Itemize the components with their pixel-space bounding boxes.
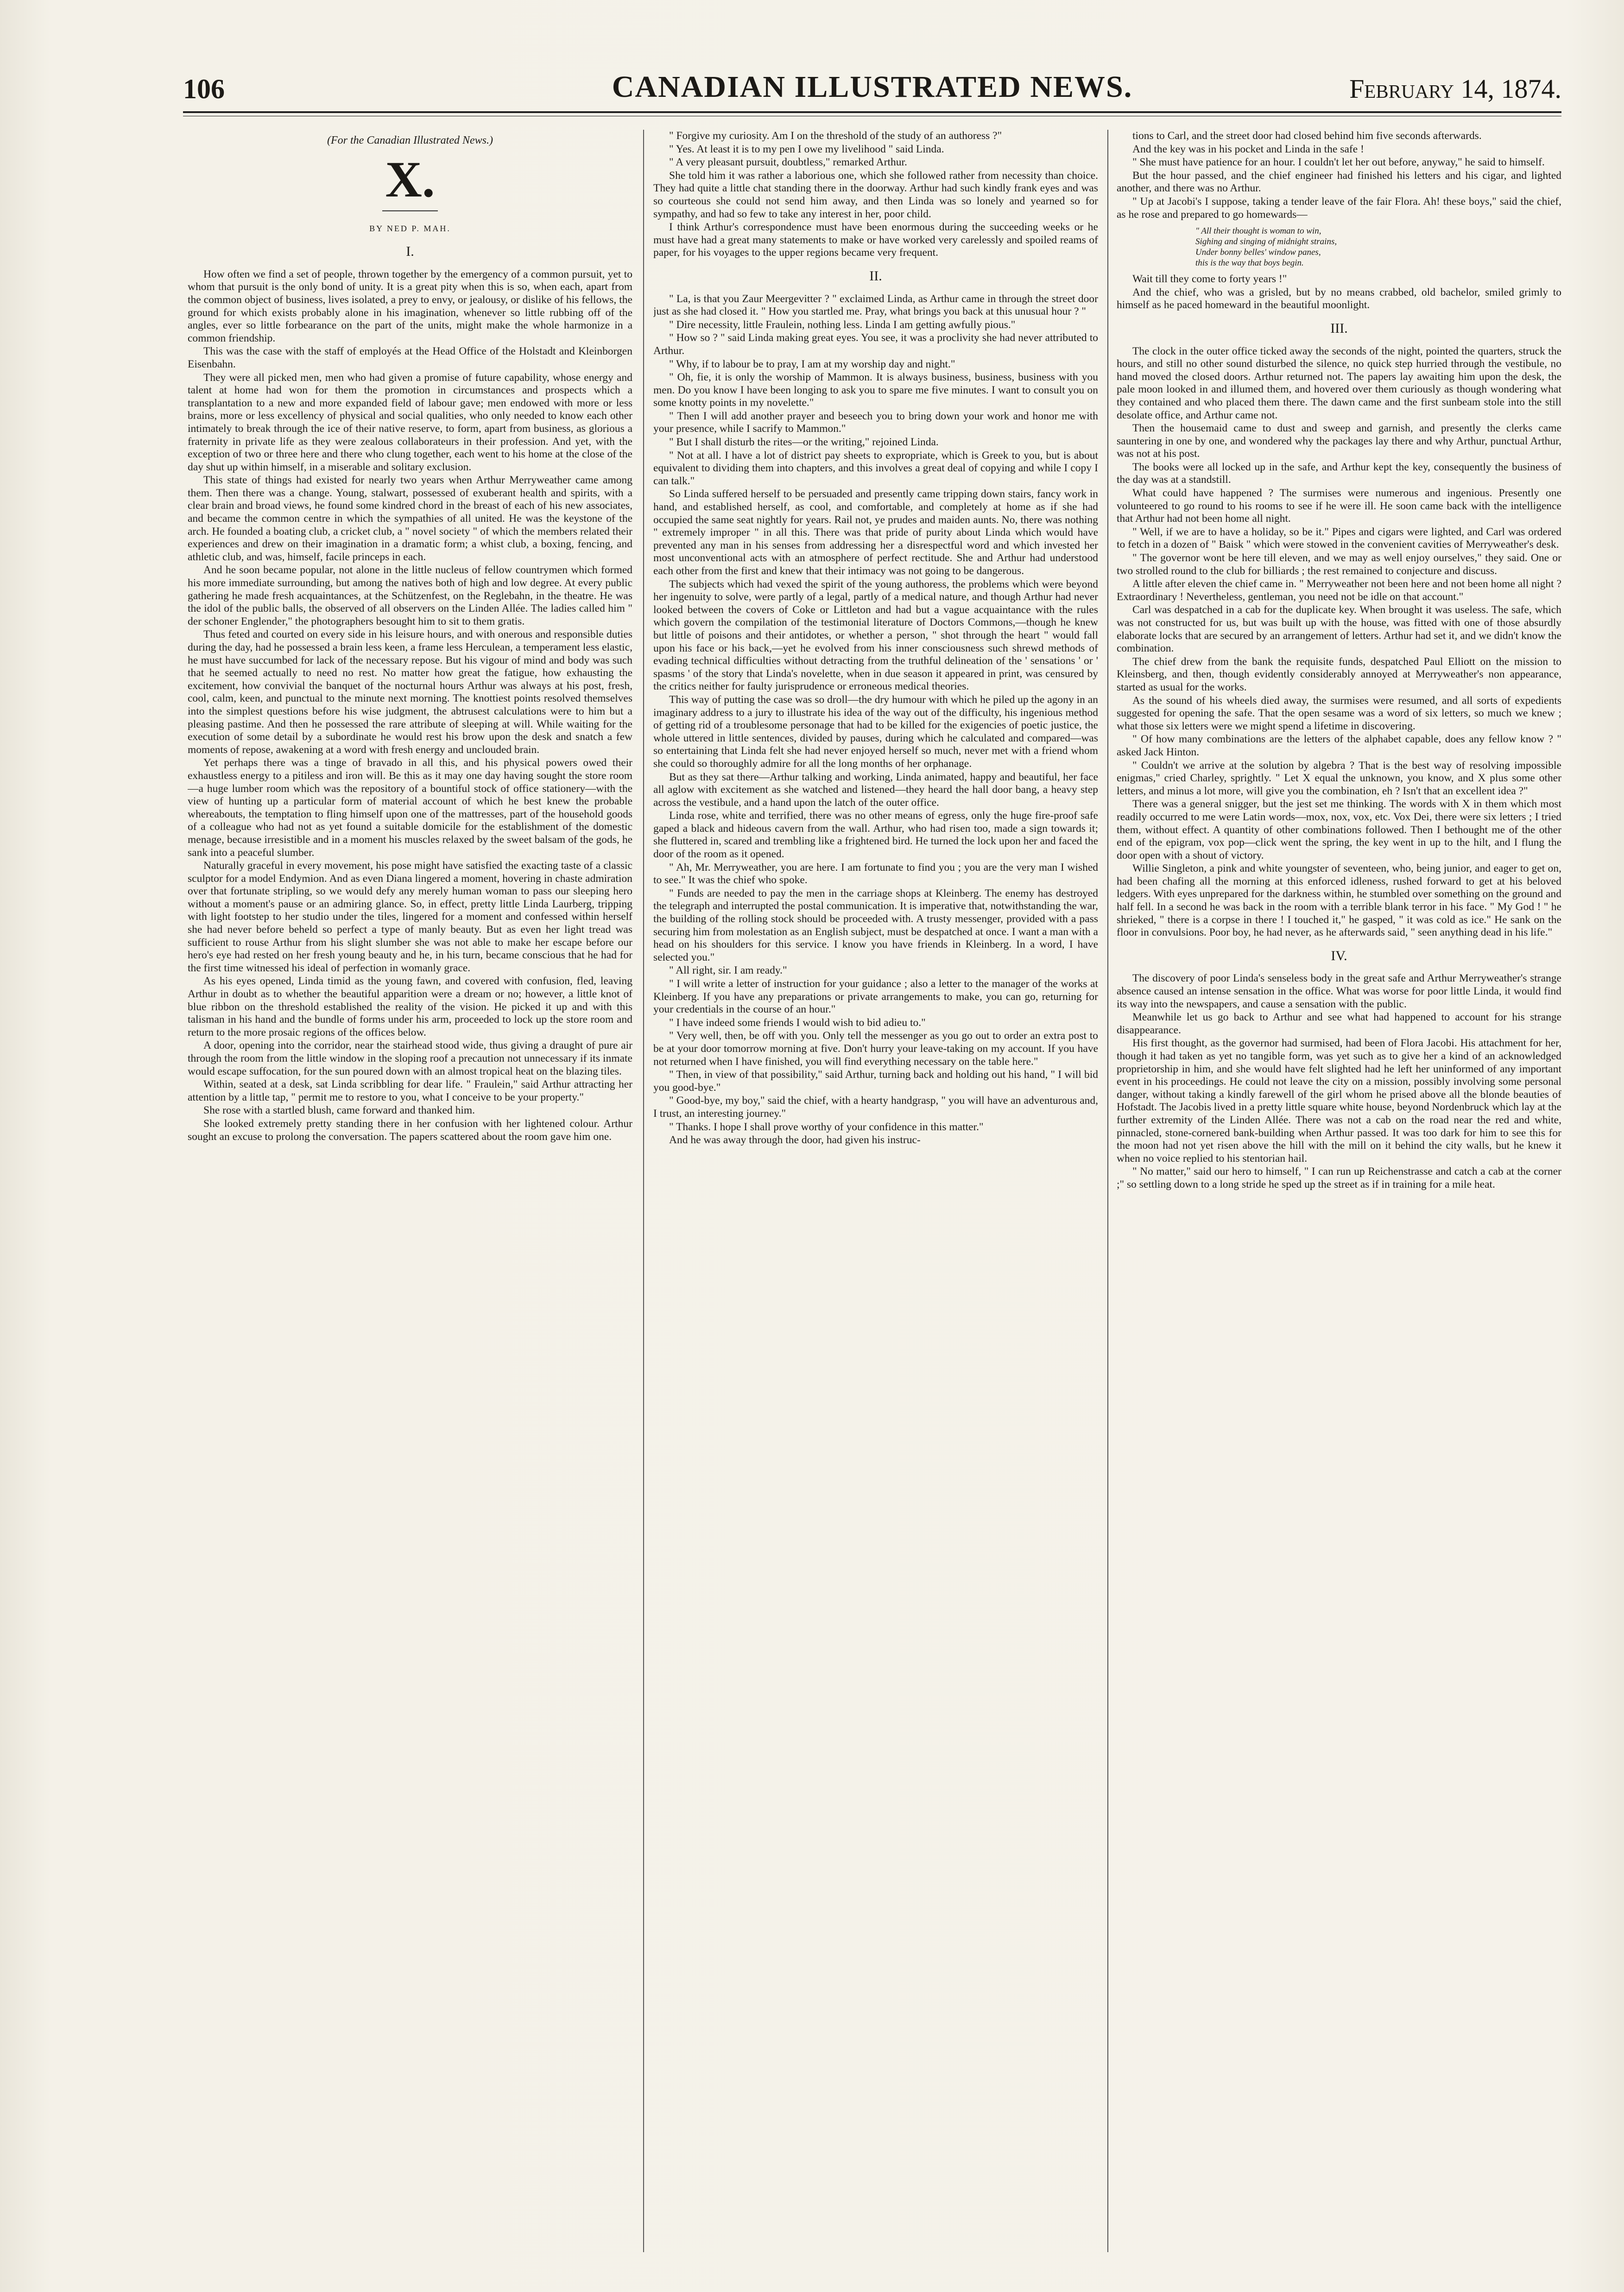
paragraph: What could have happened ? The surmises were numerous and ingenious. Presently one volunteered to go round to his rooms to see if he were ill. He soon came back with the intelligence that Arthur had not been home all night. <box>1117 487 1561 525</box>
paragraph: " Oh, fie, it is only the worship of Mammon. It is always business, business, business with you men. Do you know I have been longing to ask you to spare me five minutes. I want to consult you on some knotty points in my novelette." <box>653 371 1098 409</box>
paragraph: The subjects which had vexed the spirit of the young authoress, the problems which were beyond her ingenuity to solve, were partly of a legal, partly of a medical nature, and though Arthur had never looked between the covers of Coke or Littleton and had but a vague acquaintance with the rules which govern the compilation of the testimonial literature of Doctors Commons,—though he knew but little of poisons and their antidotes, or whether a person, " shot through the heart " would fall upon his face or his back,—yet he evolved from his inner consciousness such shrewd methods of evading technical difficulties without detracting from the truthful delineation of the ' sensations ' or ' spasms ' of the story that Linda's novelette, when in due season it appeared in print, was censured by the critics neither for faulty jurisprudence or erroneous medical theories. <box>653 578 1098 693</box>
section-heading: II. <box>869 268 882 284</box>
page-header <box>183 70 1561 107</box>
paragraph: Then the housemaid came to dust and sweep and garnish, and presently the clerks came sauntering in one by one, and wondered why the packages lay there and why Arthur, punctual Arthur, was not at his post. <box>1117 422 1561 460</box>
story-credit: (For the Canadian Illustrated News.) <box>327 134 493 146</box>
paragraph: " No matter," said our hero to himself, " I can run up Reichenstrasse and catch a cab at the corner ;" so settling down to a long stride he sped up the street as if in training for a mile heat. <box>1117 1165 1561 1190</box>
paragraph: " Not at all. I have a lot of district pay sheets to expropriate, which is Greek to you, but is about equivalent to dividing them into chapters, and this involves a great deal of copying and while I copy I can talk." <box>653 449 1098 487</box>
section-heading: I. <box>406 244 414 260</box>
paragraph: Willie Singleton, a pink and white youngster of seventeen, who, being junior, and eager to get on, had been chafing all the morning at this enforced idleness, rushed forward to get at his beloved ledgers. With eyes unprepared for the darkness within, he stumbled over something on the ground and half fell. In a second he was back in the room with a terrible blank terror in his face. " My God ! " he shrieked, " there is a corpse in there ! I touched it," he gasped, " it was cold as ice." He sank on the floor in convulsions. Poor boy, he had never, as he afterwards said, " seen anything dead in his life." <box>1117 862 1561 939</box>
paragraph: The clock in the outer office ticked away the seconds of the night, pointed the quarters, struck the hours, and still no other sound disturbed the silence, no quick step hurried through the vestibule, no hand moved the closed doors. Arthur returned not. The papers lay awaiting him upon the desk, the pale moon looked in and illumed them, and hovered over them curiously as though wondering what they contained and who placed them there. The dawn came and the first sunbeam stole into the still desolate office, and Arthur came not. <box>1117 345 1561 421</box>
paragraph: But the hour passed, and the chief engineer had finished his letters and his cigar, and lighted another, and there was no Arthur. <box>1117 169 1561 195</box>
column-divider <box>643 130 644 2252</box>
paragraph: The chief drew from the bank the requisite funds, despatched Paul Elliott on the mission to Kleinsberg, and then, though evidently considerably annoyed at Merryweather's non appearance, started as usual for the works. <box>1117 655 1561 693</box>
paragraph: Within, seated at a desk, sat Linda scribbling for dear life. " Fraulein," said Arthur attracting her attention by a little tap, " permit me to restore to you, what I conceive to be your property." <box>188 1078 632 1103</box>
paragraph: " Forgive my curiosity. Am I on the threshold of the study of an authoress ?" <box>669 130 1002 142</box>
byline: BY NED P. MAH. <box>369 223 451 233</box>
paragraph: His first thought, as the governor had surmised, had been of Flora Jacobi. His attachment for her, though it had taken as yet no tangible form, was yet such as to give her a kind of an acknowledged proprietorship in him, and she would have felt slighted had he left her uninformed of any important event in his proceedings. He could not leave the city on a mission, possibly involving some personal danger, without taking a kindly farewell of the girl whom he prised above all the blonde beauties of Hofstadt. The Jacobis lived in a pretty little square white house, beyond Nordenbruck which lay at the further extremity of the Linden Allée. There was not a cab on the road near the red and white, pinnacled, stone-cornered bank-building when Arthur passed. It was too dark for him to see this for the moon had not yet risen above the hill with the mill on it behind the city walls, but he knew it when no voice replied to his stentorian hail. <box>1117 1037 1561 1165</box>
paragraph: " She must have patience for an hour. I couldn't let her out before, anyway," he said to himself. <box>1132 156 1545 169</box>
column-2 <box>653 130 1098 2252</box>
paragraph: This state of things had existed for nearly two years when Arthur Merryweather came among them. Then there was a change. Young, stalwart, possessed of exuberant health and spirits, with a clear brain and broad views, he found some kindred chord in the breast of each of his new associates, and became the common centre in which the sympathies of all united. He was the keystone of the arch. He founded a boating club, a cricket club, a " novel society " of which the members related their experiences and drew on their imagination in a dramatic form; a whist club, a boxing, fencing, and athletic club, and was, himself, facile princeps in each. <box>188 474 632 563</box>
paragraph: " Dire necessity, little Fraulein, nothing less. Linda I am getting awfully pious." <box>669 318 1016 331</box>
paragraph: This way of putting the case was so droll—the dry humour with which he piled up the agony in an imaginary address to a jury to illustrate his idea of the way out of the difficulty, his ingenious method of getting rid of a troublesome personage that had to be killed for the exigencies of poetic justice, the whole uttered in little sentences, divided by pauses, during which he calculated and compared—was so entertaining that Linda felt she had never enjoyed herself so much, never met with a friend whom she could so thoroughly admire for all the long months of her orphanage. <box>653 693 1098 770</box>
paragraph: " Ah, Mr. Merryweather, you are here. I am fortunate to find you ; you are the very man I wished to see." It was the chief who spoke. <box>653 861 1098 886</box>
paragraph: " How so ? " said Linda making great eyes. You see, it was a proclivity she had never attributed to Arthur. <box>653 332 1098 357</box>
paragraph: Wait till they come to forty years !" <box>1132 273 1287 285</box>
header-rule <box>183 111 1561 116</box>
paragraph: " Funds are needed to pay the men in the carriage shops at Kleinberg. The enemy has destroyed the telegraph and interrupted the postal communication. It is imperative that, notwithstanding the war, the building of the rolling stock should be proceeded with. A trusty messenger, provided with a pass securing him from molestation as an English subject, must be despatched at once. I want a man with a head on his shoulders for this service. I know you have friends in Kleinberg. In a word, I have selected you." <box>653 887 1098 963</box>
paragraph: " Then I will add another prayer and beseech you to bring down your work and honor me with your presence, while I sacrify to Mammon." <box>653 410 1098 435</box>
section-heading: IV. <box>1331 948 1347 963</box>
paragraph: " Then, in view of that possibility," said Arthur, turning back and holding out his hand, " I will bid you good-bye." <box>653 1069 1098 1094</box>
paragraph: " Couldn't we arrive at the solution by algebra ? That is the best way of resolving impossible enigmas," cried Charley, sprightly. " Let X equal the unknown, you know, and X plus some other letters, and minus a lot more, will give you the combination, eh ? Isn't that an excellent idea ?" <box>1117 759 1561 797</box>
verse-line: " All their thought is woman to win, <box>1195 226 1321 236</box>
paragraph: " Yes. At least it is to my pen I owe my livelihood " said Linda. <box>669 143 944 155</box>
paragraph: " But I shall disturb the rites—or the writing," rejoined Linda. <box>669 436 939 449</box>
column-divider <box>1107 130 1108 2252</box>
paragraph: " I will write a letter of instruction for your guidance ; also a letter to the manager of the works at Kleinberg. If you have any preparations or private arrangements to make, you can go, returning for your credentials in the course of an hour." <box>653 978 1098 1016</box>
paragraph: As his eyes opened, Linda timid as the young fawn, and covered with confusion, fled, leaving Arthur in doubt as to whether the beautiful apparition were a dream or no; however, a little knot of blue ribbon on the threshold established the reality of the vision. He picked it up and with this talisman in his hand and the bundle of forms under his arm, proceeded to lock up the store room and return to the more prosaic regions of the offices below. <box>188 975 632 1038</box>
section-heading: III. <box>1330 320 1348 336</box>
paragraph: " Very well, then, be off with you. Only tell the messenger as you go out to order an extra post to be at your door tomorrow morning at five. Don't hurry your leave-taking on my account. If you have not returned when I have finished, you will find everything necessary on the table here." <box>653 1030 1098 1068</box>
paragraph: She looked extremely pretty standing there in her confusion with her lightened colour. Arthur sought an excuse to prolong the conversation. The papers scattered about the room gave him one. <box>188 1117 632 1143</box>
paragraph: Thus feted and courted on every side in his leisure hours, and with onerous and responsible duties during the day, had he possessed a brain less keen, a frame less Herculean, a temperament less elastic, he must have succumbed for lack of the necessary repose. But his vigour of mind and body was such that he seemed actually to need no rest. No matter how great the fatigue, how exhausting the excitement, how convivial the banquet of the nocturnal hours Arthur was always at his post, fresh, cool, calm, keen, and punctual to the minute next morning. The knottiest points resolved themselves into the simplest questions before his wise judgment, the abtrusest calculations were to him but a pleasing pastime. And then he possessed the rare attribute of sleeping at will. While waiting for the execution of some detail by a subordinate he would rest his brow upon the desk and snatch a few moments of repose, awakening at a word with fresh energy and unclouded brain. <box>188 628 632 756</box>
paragraph: As the sound of his wheels died away, the surmises were resumed, and all sorts of expedients suggested for opening the safe. That the open sesame was a word of six letters, so much we knew ; what those six letters were we might spend a lifetime in discovering. <box>1117 694 1561 732</box>
column-1 <box>188 130 632 2252</box>
issue-date: February 14, 1874. <box>1349 74 1561 104</box>
verse-line: Under bonny belles' window panes, <box>1195 247 1321 258</box>
column-body <box>653 130 1098 1147</box>
verse-line: Sighing and singing of midnight strains, <box>1195 237 1337 247</box>
paragraph: And he was away through the door, had given his instruc- <box>669 1134 921 1146</box>
paragraph: " Well, if we are to have a holiday, so be it." Pipes and cigars were lighted, and Carl was ordered to fetch in a dozen of " Baisk " which were stowed in the convenient cavities of Merryweather's desk. <box>1117 526 1561 551</box>
column-body <box>1117 130 1561 1191</box>
masthead: CANADIAN ILLUSTRATED NEWS. <box>612 70 1133 104</box>
paragraph: tions to Carl, and the street door had closed behind him five seconds afterwards. <box>1132 130 1482 142</box>
paragraph: A door, opening into the corridor, near the stairhead stood wide, thus giving a draught of pure air through the room from the little window in the sloping roof a precaution not unnecessary if its inmate would escape suffocation, for the sun poured down with an almost tropical heat on the blazing tiles. <box>188 1039 632 1077</box>
column-body <box>188 245 632 1143</box>
verse-line: this is the way that boys begin. <box>1195 258 1304 268</box>
paragraph: I think Arthur's correspondence must have been enormous during the succeeding weeks or he must have had a great many statements to make or have worked very carelessly and spoiled reams of paper, for his voyages to the upper regions became very frequent. <box>653 221 1098 259</box>
paragraph: Naturally graceful in every movement, his pose might have satisfied the exacting taste of a classic sculptor for a model Endymion. And as even Diana lingered a moment, hovering in chaste admiration over that fortunate stripling, so we would defy any merely human woman to pass our sleeping hero without a moment's pause or an admiring glance. So, in effect, pretty little Linda Laurberg, tripping with light footstep to her studio under the tiles, lingered for a moment and confessed within herself she had never before beheld so perfect a type of manly beauty. But as even her light tread was sufficient to rouse Arthur from his slight slumber she was not able to make her escape before our hero's eye had rested on her fresh young beauty and he, in his turn, became conscious that he had for the first time witnessed his ideal of perfection in womanly grace. <box>188 860 632 974</box>
paragraph: " I have indeed some friends I would wish to bid adieu to." <box>669 1016 926 1029</box>
paragraph: The books were all locked up in the safe, and Arthur kept the key, consequently the business of the day was at a standstill. <box>1117 461 1561 486</box>
paragraph: Yet perhaps there was a tinge of bravado in all this, and his physical powers owed their exhaustless energy to a pitiless and iron will. Be this as it may one day having sought the store room—a huge lumber room which was the repository of a bountiful stock of office stationery—with the view of hunting up a particular form of material account of which he best knew the probable whereabouts, the temptation to fling himself upon one of the mattresses, part of the household goods of a colleague who had not as yet found a suitable domicile for the establishment of the domestic menage, because irresistible and in a moment his muscles relaxed by the sweet balsam of the gods, he sank into a peaceful slumber. <box>188 757 632 859</box>
paragraph: They were all picked men, men who had given a promise of future capability, whose energy and talent at home had won for them the promotion in circumstances and prospects which a transplantation to a new and more expanded field of labour gave; men endowed with more or less brains, more or less excellency of physical and social qualities, who only needed to know each other intimately to break through the ice of their native reserve, to form, apart from business, as glorious a fraternity in private life as they were zealous collaborateurs in their profession. And yet, with the exception of two or three here and there who clung together, each went to his home at the close of the day shut up within himself, in a miserable and solitary exclusion. <box>188 371 632 473</box>
paragraph: " Thanks. I hope I shall prove worthy of your confidence in this matter." <box>669 1121 984 1133</box>
paragraph: And the key was in his pocket and Linda in the safe ! <box>1132 143 1364 155</box>
paragraph: But as they sat there—Arthur talking and working, Linda animated, happy and beautiful, her face all aglow with excitement as she watched and listened—they heard the hall door bang, a heavy step across the vestibule, and a hand upon the latch of the outer office. <box>653 771 1098 809</box>
paragraph: " A very pleasant pursuit, doubtless," remarked Arthur. <box>669 156 907 169</box>
column-3 <box>1117 130 1561 2252</box>
verse-quote <box>1195 226 1561 268</box>
paragraph: There was a general snigger, but the jest set me thinking. The words with X in them which most readily occurred to me were Latin words—mox, nox, vox, etc. Vox Dei, there were six letters ; I tried them, without effect. A quantity of other combinations followed. Then I bethought me of the other end of the epigram, vox pop—click went the spring, the key went in up to the hilt, and I flung the door open with a shout of victory. <box>1117 798 1561 861</box>
paragraph: And he soon became popular, not alone in the little nucleus of fellow countrymen which formed his more immediate surrounding, but among the natives both of high and low degree. At every public gathering he made fresh acquaintances, at the Schützenfest, on the Reglebahn, in the theatre. He was the idol of the public balls, the observed of all observers on the Linden Allée. The ladies called him " der schoner Englender," the photographers besought him to sit to them gratis. <box>188 564 632 627</box>
paragraph: And the chief, who was a grisled, but by no means crabbed, old bachelor, smiled grimly to himself as he paced homeward in the beautiful moonlight. <box>1117 286 1561 311</box>
page-number: 106 <box>183 74 225 104</box>
title-rule <box>382 210 438 211</box>
paragraph: " Up at Jacobi's I suppose, taking a tender leave of the fair Flora. Ah! these boys," said the chief, as he rose and prepared to go homewards— <box>1117 195 1561 221</box>
paragraph: Carl was despatched in a cab for the duplicate key. When brought it was useless. The safe, which was not constructed for us, but was built up with the house, was fitted with one of those absurdly elaborate locks that are secured by an arrangement of letters. Arthur had set it, and we didn't know the combination. <box>1117 604 1561 655</box>
paragraph: How often we find a set of people, thrown together by the emergency of a common pursuit, yet to whom that pursuit is the only bond of unity. It is a great pity when this is so, when each, apart from the common object of business, lives isolated, a prey to envy, or jealousy, or dislike of his fellows, the ground for which exists probably alone in his imagination, whenever so little rubbing off of the angles, ever so little forbearance on the part of the units, might make the whole harmonize in a common friendship. <box>188 268 632 344</box>
paragraph: So Linda suffered herself to be persuaded and presently came tripping down stairs, fancy work in hand, and established herself, as cool, and comfortable, and completely at home as if she had occupied the same seat nightly for years. Rail not, ye prudes and maiden aunts. No, there was nothing " extremely improper " in all this. There was that pride of purity about Linda which would have prevented any man in his senses from addressing her a disrespectful word and which invested her most unconventional acts with an atmosphere of perfect rectitude. She and Arthur had understood each other from the first and knew that their intimacy was not going to be dangerous. <box>653 488 1098 577</box>
paragraph: She told him it was rather a laborious one, which she followed rather from necessity than choice. They had quite a little chat standing there in the doorway. Arthur had such kindly frank eyes and was so courteous she could not send him away, and then Linda was so lonely and yearned so for sympathy, and had so few to take any interest in her, poor child. <box>653 169 1098 220</box>
paragraph: Meanwhile let us go back to Arthur and see what had happened to account for his strange disappearance. <box>1117 1011 1561 1036</box>
paragraph: A little after eleven the chief came in. " Merryweather not been here and not been home all night ? Extraordinary ! Nevertheless, gentleman, you need not be idle on that account." <box>1117 578 1561 603</box>
paragraph: " Good-bye, my boy," said the chief, with a hearty handgrasp, " you will have an adventurous and, I trust, an interesting journey." <box>653 1095 1098 1120</box>
paragraph: " La, is that you Zaur Meergevitter ? " exclaimed Linda, as Arthur came in through the street door just as she had closed it. " How you startled me. Pray, what brings you back at this unusual hour ? " <box>653 292 1098 318</box>
paragraph: " All right, sir. I am ready." <box>669 964 787 977</box>
paragraph: The discovery of poor Linda's senseless body in the great safe and Arthur Merryweather's strange absence caused an intense sensation in the office. What was worse for poor little Linda, it would find its way into the newspapers, and cause a sensation with the public. <box>1117 972 1561 1010</box>
paragraph: This was the case with the staff of employés at the Head Office of the Holstadt and Kleinborgen Eisenbahn. <box>188 345 632 370</box>
paragraph: " The governor wont be here till eleven, and we may as well enjoy ourselves," they said. One or two strolled round to the club for billiards ; the rest remained to conjecture and discuss. <box>1117 552 1561 577</box>
paragraph: " Why, if to labour be to pray, I am at my worship day and night." <box>669 358 955 370</box>
story-title: X. <box>385 151 435 208</box>
paragraph: Linda rose, white and terrified, there was no other means of egress, only the huge fire-proof safe gaped a black and hideous cavern from the wall. Arthur, who had risen too, made a sign towards it; she fluttered in, scared and trembling like a frightened bird. He turned the lock upon her and faced the door of the room as it opened. <box>653 810 1098 861</box>
paragraph: She rose with a startled blush, came forward and thanked him. <box>203 1104 475 1117</box>
paragraph: " Of how many combinations are the letters of the alphabet capable, does any fellow know ? " asked Jack Hinton. <box>1117 733 1561 758</box>
